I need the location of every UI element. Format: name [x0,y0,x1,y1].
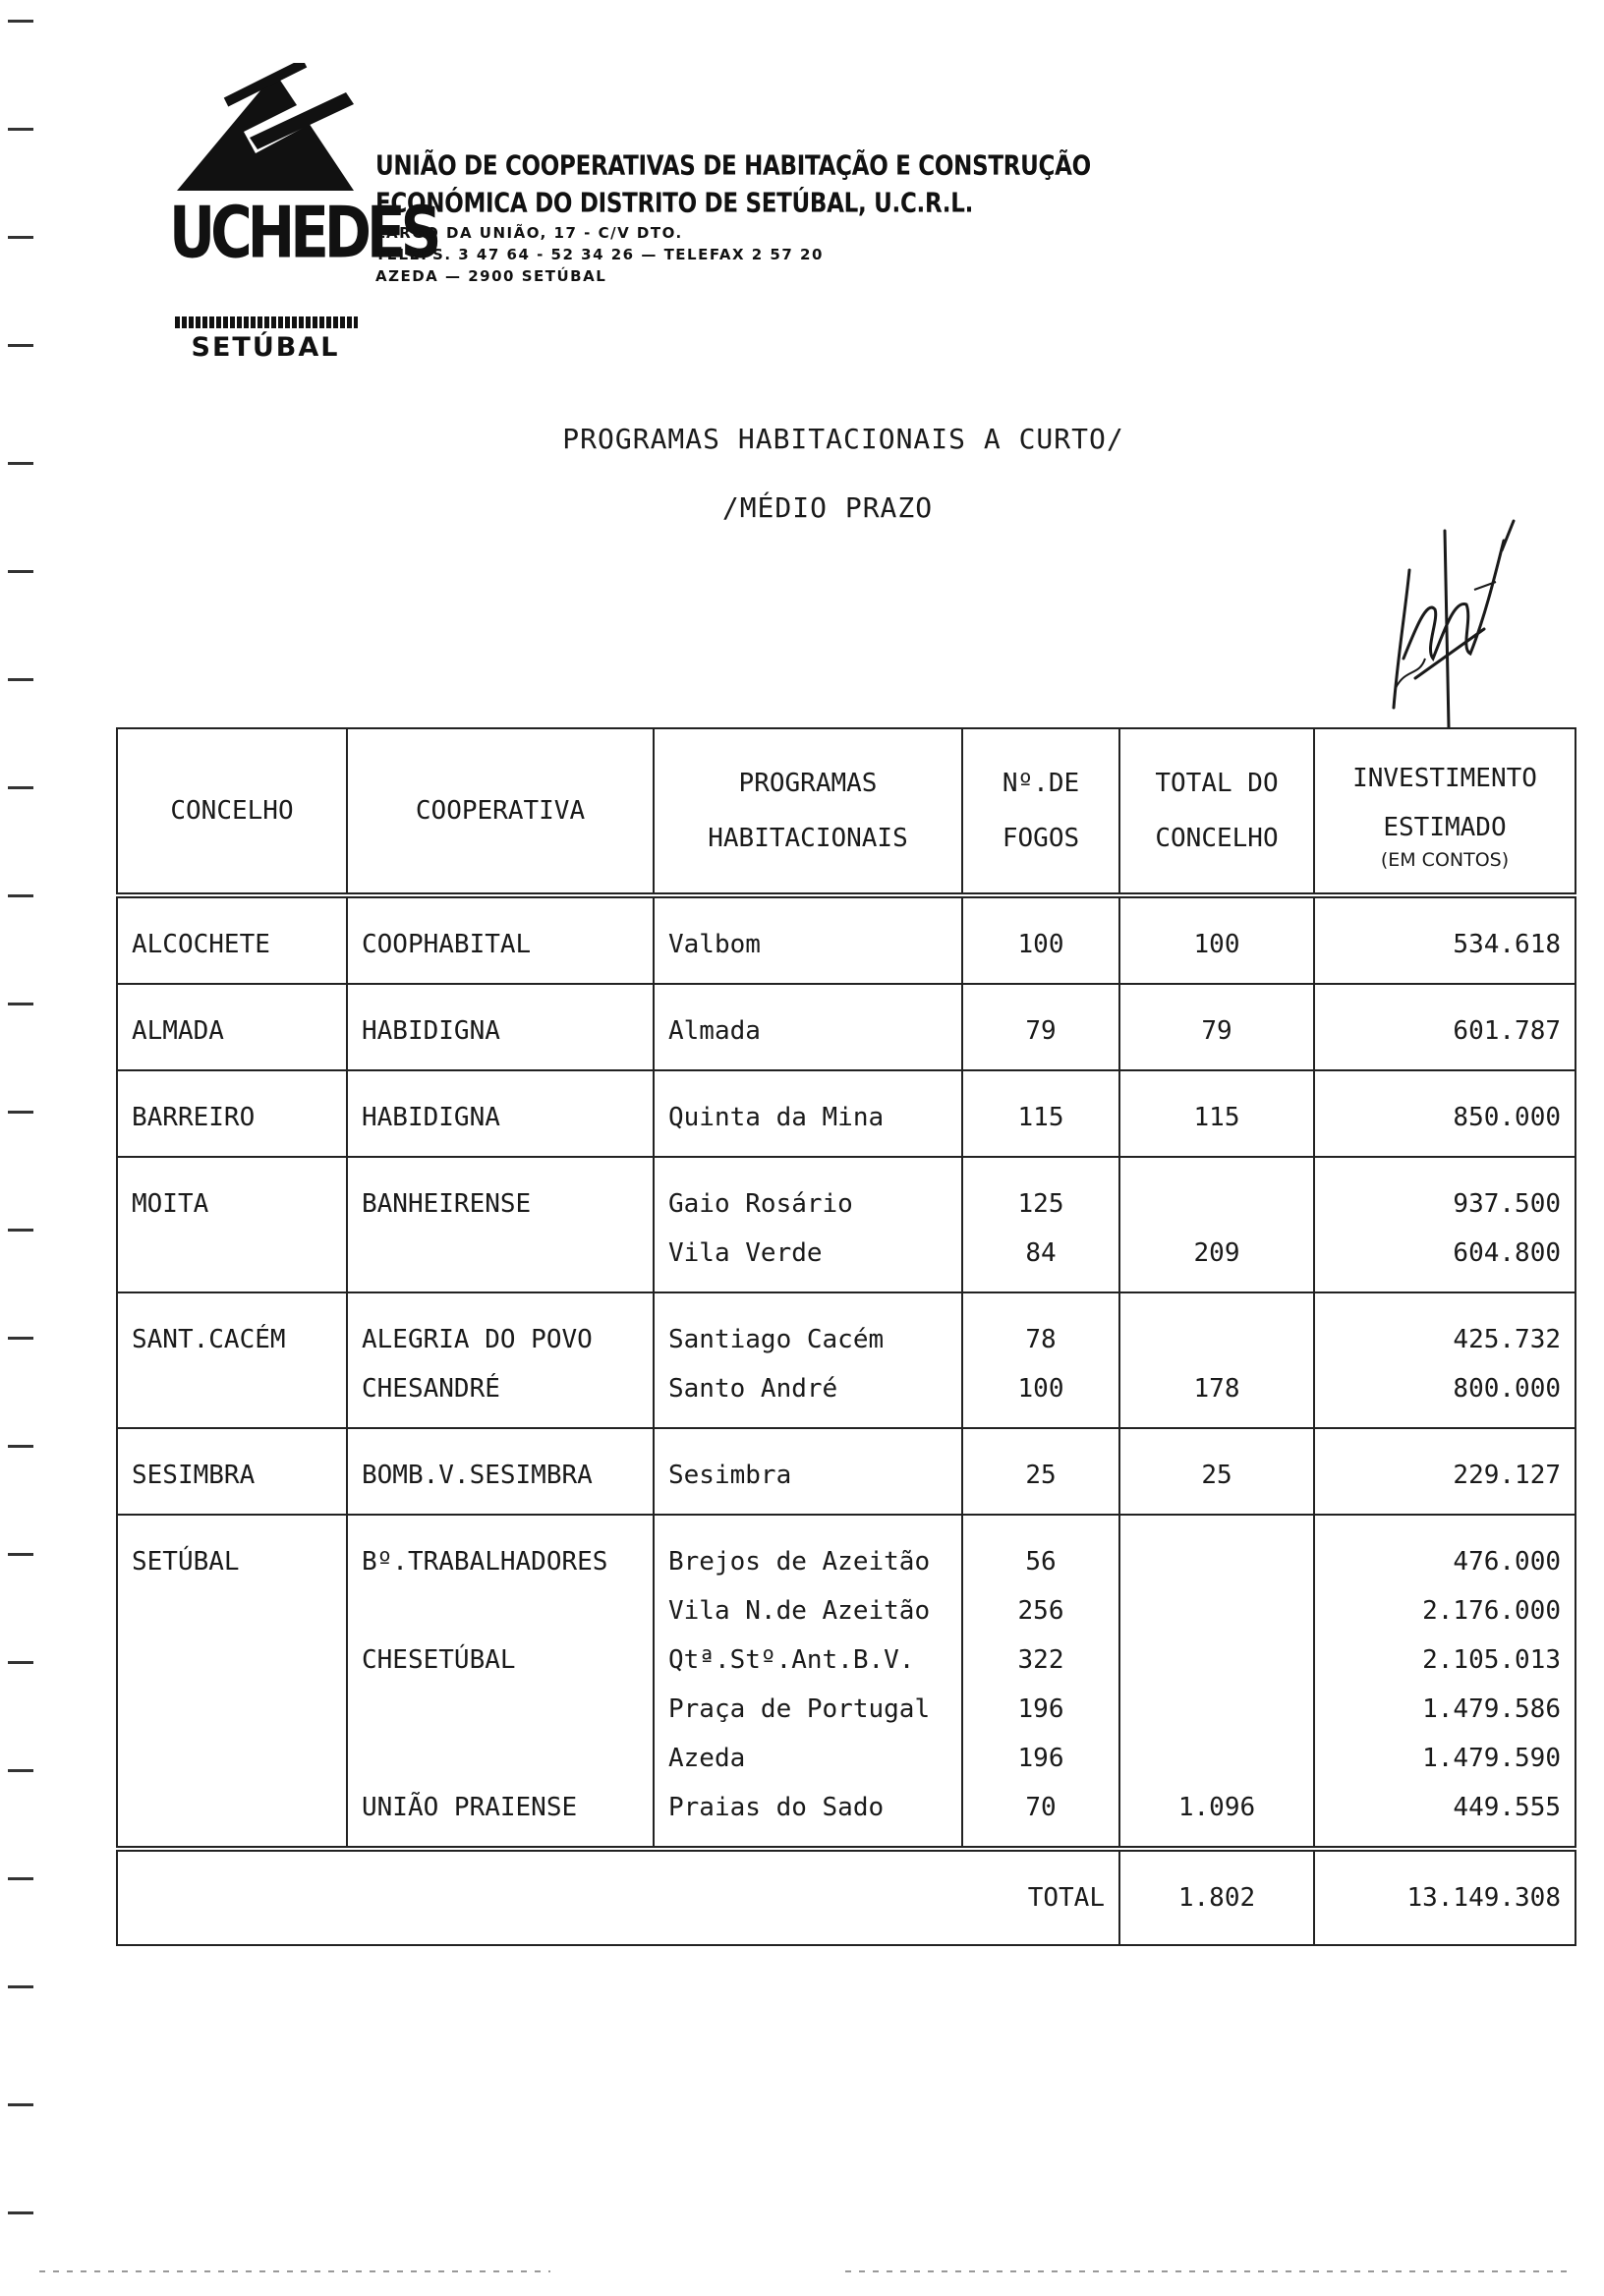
cell-concelho [117,895,347,984]
document-title-line1: PROGRAMAS HABITACIONAIS A CURTO/ [562,423,1124,455]
investimento-value: 2.105.013 [1422,1645,1561,1675]
cell-fogos [962,1428,1119,1515]
cooperativa-name: COOPHABITAL [362,930,532,959]
cell-investimento [1314,1070,1575,1157]
cell-total-concelho [1119,984,1314,1070]
investimento-value: 1.479.590 [1422,1744,1561,1773]
investimento-value: 476.000 [1453,1547,1561,1577]
address-line3: AZEDA — 2900 SETÚBAL [375,267,607,285]
cell-concelho [117,1428,347,1515]
programa-name: Vila Verde [668,1238,823,1268]
cell-concelho [117,1292,347,1428]
address-line1: LARGO DA UNIÃO, 17 - C/V DTO. [375,224,683,242]
cell-cooperativa [347,984,654,1070]
investimento-value: 229.127 [1453,1461,1561,1490]
cell-fogos [962,1070,1119,1157]
fogos-count: 25 [1025,1461,1057,1490]
total-concelho-value: 209 [1193,1238,1240,1268]
programa-name: Santo André [668,1374,838,1404]
cooperativa-name [362,1685,639,1734]
margin-tick [8,20,33,23]
logo-wordmark: UCHEDES [169,191,437,274]
cell-cooperativa [347,1070,654,1157]
table-header-row [117,728,1575,895]
margin-tick [8,1229,33,1232]
header-fogos: Nº.DE FOGOS [962,728,1119,895]
org-name-line1: UNIÃO DE COOPERATIVAS DE HABITAÇÃO E CONSTRUÇÃO [375,150,1091,182]
margin-tick [8,2211,33,2214]
cooperativa-name: BANHEIRENSE [362,1189,532,1219]
cooperativa-name: HABIDIGNA [362,1016,500,1046]
investimento-value: 534.618 [1453,930,1561,959]
total-concelho-value [1134,1537,1299,1586]
cell-total-concelho [1119,1428,1314,1515]
programa-name: Qtª.Stº.Ant.B.V. [668,1645,915,1675]
margin-tick [8,1445,33,1448]
concelho-name: MOITA [132,1189,209,1219]
total-concelho-value: 115 [1193,1103,1240,1132]
cell-programas [654,984,962,1070]
cell-total-concelho [1119,1292,1314,1428]
total-concelho-value: 178 [1193,1374,1240,1404]
table-row [117,1292,1575,1428]
cell-fogos [962,1292,1119,1428]
total-concelho-value: 100 [1193,930,1240,959]
margin-tick [8,1003,33,1005]
investimento-value: 425.732 [1453,1325,1561,1354]
cell-cooperativa [347,1428,654,1515]
header-total-concelho: TOTAL DO CONCELHO [1119,728,1314,895]
cell-programas [654,1292,962,1428]
margin-tick [8,1111,33,1114]
total-concelho-value [1134,1315,1299,1364]
investimento-value: 800.000 [1453,1374,1561,1404]
margin-tick [8,1877,33,1880]
header-investimento: INVESTIMENTO ESTIMADO (EM CONTOS) [1314,728,1575,895]
margin-tick [8,786,33,789]
fogos-count: 84 [1025,1238,1057,1268]
cooperativa-name [362,1229,639,1278]
fogos-count: 56 [1025,1547,1057,1577]
investimento-value: 601.787 [1453,1016,1561,1046]
cell-total-concelho [1119,1515,1314,1849]
housing-programs-table [116,727,1576,1946]
margin-tick [8,1661,33,1664]
cell-cooperativa [347,1515,654,1849]
total-label: TOTAL [117,1849,1119,1945]
header-concelho: CONCELHO [117,728,347,895]
cell-fogos [962,984,1119,1070]
total-concelho-value [1134,1685,1299,1734]
concelho-name: SESIMBRA [132,1461,256,1490]
margin-tick [8,2103,33,2106]
margin-tick [8,236,33,239]
total-concelho-value [1134,1179,1299,1229]
cell-fogos [962,895,1119,984]
total-concelho-value: 79 [1201,1016,1232,1046]
fogos-count: 196 [1017,1694,1064,1724]
margin-tick [8,678,33,681]
total-fogos: 1.802 [1119,1849,1314,1945]
table-row [117,895,1575,984]
cell-investimento [1314,1515,1575,1849]
programa-name: Praça de Portugal [668,1694,931,1724]
concelho-name: ALCOCHETE [132,930,270,959]
fogos-count: 256 [1017,1596,1064,1626]
cell-concelho [117,1515,347,1849]
cooperativa-name: UNIÃO PRAIENSE [362,1793,578,1822]
cell-investimento [1314,984,1575,1070]
total-concelho-value [1134,1636,1299,1685]
address-line2: TELEFS. 3 47 64 - 52 34 26 — TELEFAX 2 57 20 [375,246,824,263]
cell-programas [654,1428,962,1515]
cooperativa-name: BOMB.V.SESIMBRA [362,1461,593,1490]
header-programas: PROGRAMAS HABITACIONAIS [654,728,962,895]
fogos-count: 125 [1017,1189,1064,1219]
programa-name: Praias do Sado [668,1793,885,1822]
margin-tick [8,1769,33,1772]
cell-investimento [1314,895,1575,984]
cell-investimento [1314,1428,1575,1515]
fogos-count: 196 [1017,1744,1064,1773]
fogos-count: 70 [1025,1793,1057,1822]
cell-investimento [1314,1292,1575,1428]
table-total-row [117,1849,1575,1945]
cell-fogos [962,1515,1119,1849]
cell-concelho [117,1157,347,1292]
cell-total-concelho [1119,1157,1314,1292]
concelho-name: ALMADA [132,1016,224,1046]
margin-tick [8,344,33,347]
cell-fogos [962,1157,1119,1292]
margin-tick [8,128,33,131]
document-title-line2: /MÉDIO PRAZO [721,491,934,524]
cooperativa-name: HABIDIGNA [362,1103,500,1132]
header-cooperativa: COOPERATIVA [347,728,654,895]
cooperativa-name: CHESANDRÉ [362,1374,500,1404]
organization-header [375,147,1091,287]
cell-programas [654,1157,962,1292]
logo-stripe [175,316,358,328]
signature-icon [1376,511,1523,737]
organization-logo [167,63,437,363]
cooperativa-name: ALEGRIA DO POVO [362,1325,593,1354]
scan-edge-line [39,2270,550,2272]
cell-cooperativa [347,1157,654,1292]
programa-name: Gaio Rosário [668,1189,853,1219]
cooperativa-name [362,1586,639,1636]
investimento-value: 2.176.000 [1422,1596,1561,1626]
fogos-count: 322 [1017,1645,1064,1675]
margin-tick [8,1985,33,1988]
cell-investimento [1314,1157,1575,1292]
programa-name: Azeda [668,1744,746,1773]
table-row [117,1515,1575,1849]
cell-cooperativa [347,1292,654,1428]
table-row [117,1157,1575,1292]
cell-concelho [117,984,347,1070]
total-concelho-value [1134,1586,1299,1636]
investimento-value: 449.555 [1453,1793,1561,1822]
programa-name: Vila N.de Azeitão [668,1596,931,1626]
scan-edge-line [845,2270,1573,2272]
cell-programas [654,1515,962,1849]
programa-name: Santiago Cacém [668,1325,885,1354]
total-concelho-value: 1.096 [1177,1793,1256,1822]
org-name-line2: ECONÓMICA DO DISTRITO DE SETÚBAL, U.C.R.L. [375,188,974,219]
programa-name: Sesimbra [668,1461,792,1490]
logo-city: SETÚBAL [191,332,340,363]
table-row [117,984,1575,1070]
cell-programas [654,895,962,984]
concelho-name: SETÚBAL [132,1547,240,1577]
total-concelho-value: 25 [1201,1461,1232,1490]
cooperativa-name [362,1734,639,1783]
fogos-count: 78 [1025,1325,1057,1354]
table-row [117,1428,1575,1515]
concelho-name: BARREIRO [132,1103,256,1132]
fogos-count: 100 [1017,1374,1064,1404]
investimento-value: 937.500 [1453,1189,1561,1219]
margin-tick [8,462,33,465]
cell-concelho [117,1070,347,1157]
cooperativa-name: Bº.TRABALHADORES [362,1547,608,1577]
total-concelho-value [1134,1734,1299,1783]
table-row [117,1070,1575,1157]
investimento-value: 1.479.586 [1422,1694,1561,1724]
programa-name: Brejos de Azeitão [668,1547,931,1577]
programa-name: Valbom [668,930,761,959]
total-investimento: 13.149.308 [1314,1849,1575,1945]
concelho-name: SANT.CACÉM [132,1325,286,1354]
investimento-value: 604.800 [1453,1238,1561,1268]
margin-tick [8,1553,33,1556]
cooperativa-name: CHESETÚBAL [362,1645,516,1675]
cell-total-concelho [1119,895,1314,984]
fogos-count: 79 [1025,1016,1057,1046]
margin-tick [8,1337,33,1340]
fogos-count: 115 [1017,1103,1064,1132]
investimento-value: 850.000 [1453,1103,1561,1132]
programa-name: Almada [668,1016,761,1046]
fogos-count: 100 [1017,930,1064,959]
programa-name: Quinta da Mina [668,1103,885,1132]
cell-cooperativa [347,895,654,984]
margin-tick [8,894,33,897]
cell-programas [654,1070,962,1157]
margin-tick [8,570,33,573]
cell-total-concelho [1119,1070,1314,1157]
